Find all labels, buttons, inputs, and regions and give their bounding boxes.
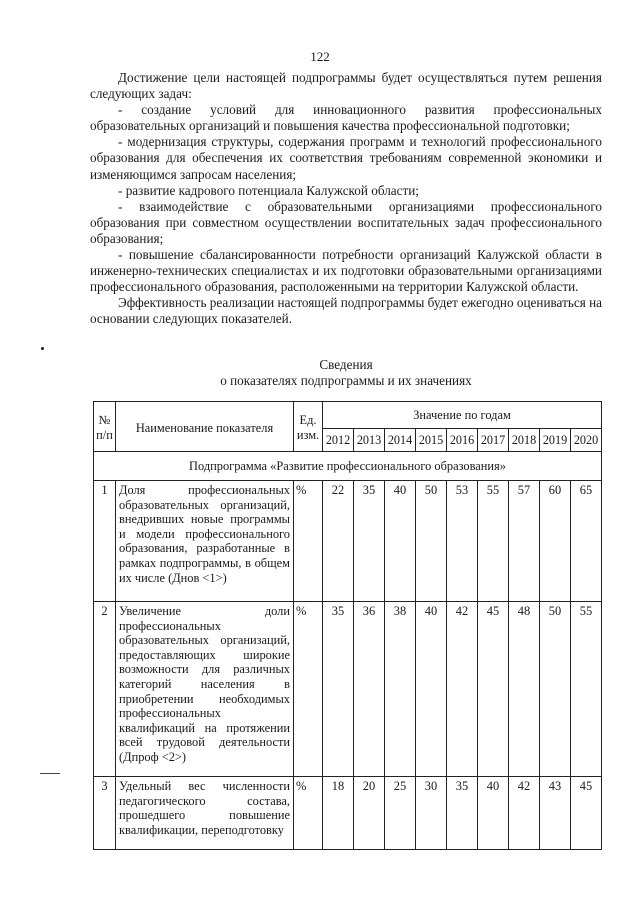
header-year: 2017	[478, 429, 509, 452]
task-item: - создание условий для инновационного развития профессиональных образовательных организаций и повышения качества профессиональной подготовки;	[90, 102, 602, 134]
header-year: 2014	[385, 429, 416, 452]
header-unit: Ед. изм.	[294, 402, 323, 452]
row-name: Доля профессиональных образовательных организаций, внедривших новые программы и модели профессионального образования, разработанные в рамках подпрограммы, в общем их числе (Днов <1>)	[116, 481, 294, 602]
row-value: 57	[509, 481, 540, 602]
row-value: 40	[385, 481, 416, 602]
row-unit: %	[294, 777, 323, 850]
row-value: 22	[323, 481, 354, 602]
scan-margin-mark	[40, 773, 60, 774]
task-item: - взаимодействие с образовательными организациями профессионального образования при совместном осуществлении воспитательных задач профессионального образования;	[90, 198, 602, 246]
row-value: 55	[571, 602, 602, 777]
row-value: 48	[509, 602, 540, 777]
intro-text	[90, 70, 602, 328]
header-year: 2020	[571, 429, 602, 452]
header-year: 2016	[447, 429, 478, 452]
row-value: 40	[478, 777, 509, 850]
row-num: 1	[94, 481, 116, 602]
page-number: 122	[310, 49, 330, 64]
table-row	[94, 481, 602, 602]
row-value: 45	[478, 602, 509, 777]
task-item: - развитие кадрового потенциала Калужской области;	[118, 182, 419, 198]
intro-closing: Эффективность реализации настоящей подпрограммы будет ежегодно оцениваться на основании следующих показателей.	[90, 295, 602, 327]
header-num: № п/п	[94, 402, 116, 452]
row-value: 60	[540, 481, 571, 602]
header-name: Наименование показателя	[116, 402, 294, 452]
row-value: 53	[447, 481, 478, 602]
table-row	[94, 602, 602, 777]
section-title: Сведения	[319, 357, 373, 372]
row-value: 35	[447, 777, 478, 850]
row-value: 42	[447, 602, 478, 777]
row-name: Удельный вес численности педагогического состава, прошедшего повышение квалификации, переподготовку	[116, 777, 294, 850]
header-year: 2012	[323, 429, 354, 452]
task-item: - модернизация структуры, содержания программ и технологий профессионального образования для обеспечения их соответствия требованиям современной экономики и изменяющимся запросам населения;	[90, 134, 602, 182]
row-value: 45	[571, 777, 602, 850]
row-value: 30	[416, 777, 447, 850]
row-value: 35	[323, 602, 354, 777]
indicators-table	[93, 401, 602, 850]
row-value: 36	[354, 602, 385, 777]
task-item: - повышение сбалансированности потребности организаций Калужской области в инженерно-технических специалистах и их подготовки образовательными организациями профессионального образования, расположенными на территории Калужской области.	[90, 247, 602, 295]
row-unit: %	[294, 481, 323, 602]
row-value: 25	[385, 777, 416, 850]
row-num: 3	[94, 777, 116, 850]
row-value: 50	[416, 481, 447, 602]
header-year: 2019	[540, 429, 571, 452]
row-name: Увеличение доли профессиональных образовательных организаций, предоставляющих широкие возможности для различных категорий населения в приобретении необходимых профессиональных квалификаций на протяжении всей трудовой деятельности (Дпроф <2>)	[116, 602, 294, 777]
row-value: 42	[509, 777, 540, 850]
row-value: 65	[571, 481, 602, 602]
row-value: 43	[540, 777, 571, 850]
row-value: 50	[540, 602, 571, 777]
row-unit: %	[294, 602, 323, 777]
header-year: 2015	[416, 429, 447, 452]
header-values-group: Значение по годам	[323, 402, 602, 429]
row-value: 20	[354, 777, 385, 850]
row-value: 55	[478, 481, 509, 602]
table-row	[94, 777, 602, 850]
scan-dot-mark	[41, 347, 44, 350]
row-value: 38	[385, 602, 416, 777]
intro-lead: Достижение цели настоящей подпрограммы будет осуществляться путем решения следующих задач:	[90, 70, 602, 102]
row-num: 2	[94, 602, 116, 777]
section-subtitle: о показателях подпрограммы и их значениях	[220, 373, 472, 388]
header-year: 2013	[354, 429, 385, 452]
row-value: 35	[354, 481, 385, 602]
row-value: 40	[416, 602, 447, 777]
subprogram-title: Подпрограмма «Развитие профессионального образования»	[94, 452, 602, 481]
header-year: 2018	[509, 429, 540, 452]
section-heading	[90, 357, 602, 389]
row-value: 18	[323, 777, 354, 850]
